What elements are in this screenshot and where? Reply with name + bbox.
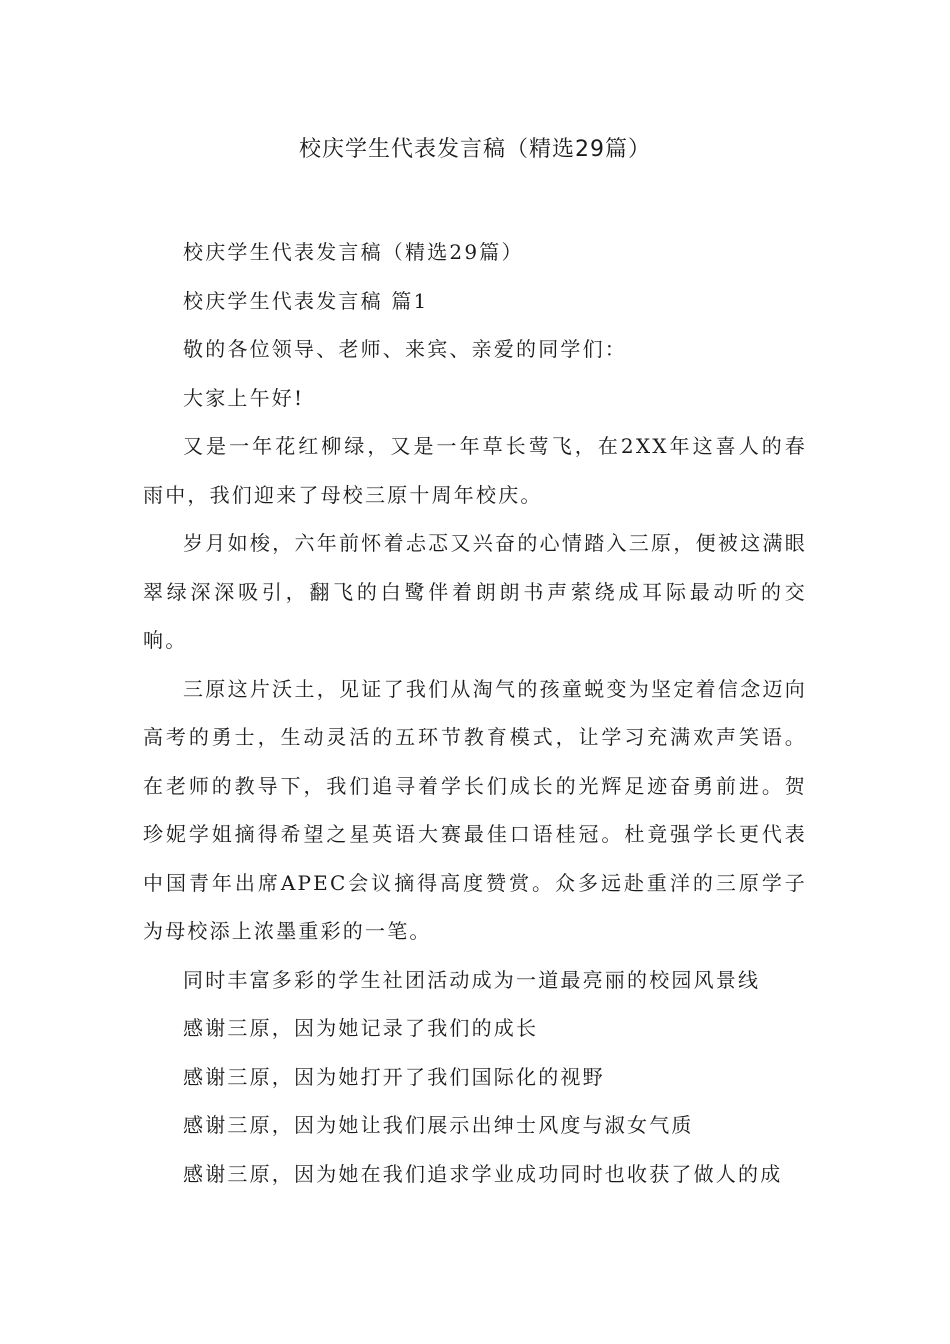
paragraph: 敬的各位领导、老师、来宾、亲爱的同学们： (183, 337, 627, 361)
paragraph: 感谢三原，因为她让我们展示出绅士风度与淑女气质 (183, 1113, 694, 1137)
paragraph: 大家上午好! (183, 385, 305, 410)
paragraph: 又是一年花红柳绿，又是一年草长莺飞，在2XX年这喜人的春雨中，我们迎来了母校三原十周年校庆。 (143, 434, 807, 507)
document-title: 校庆学生代表发言稿（精选29篇） (299, 137, 651, 162)
paragraph: 校庆学生代表发言稿 篇1 (183, 288, 429, 313)
paragraph: 感谢三原，因为她打开了我们国际化的视野 (183, 1064, 605, 1089)
paragraph: 岁月如梭，六年前怀着忐忑又兴奋的心情踏入三原，便被这满眼翠绿深深吸引，翻飞的白鹭伴着朗朗书声萦绕成耳际最动听的交响。 (143, 531, 807, 652)
paragraph: 校庆学生代表发言稿（精选29篇） (183, 240, 524, 264)
paragraph: 感谢三原，因为她记录了我们的成长 (183, 1016, 539, 1040)
paragraph: 同时丰富多彩的学生社团活动成为一道最亮丽的校园风景线 (183, 967, 761, 992)
paragraph: 感谢三原，因为她在我们追求学业成功同时也收获了做人的成 (183, 1161, 783, 1186)
paragraph: 三原这片沃土，见证了我们从淘气的孩童蜕变为坚定着信念迈向高考的勇士，生动灵活的五环节教育模式，让学习充满欢声笑语。在老师的教导下，我们追寻着学长们成长的光辉足迹奋勇前进。贺珍妮学姐摘得希望之星英语大赛最佳口语桂冠。杜竟强学长更代表中国青年出席APEC会议摘得高度赞赏。众多远赴重洋的三原学子为母校添上浓墨重彩的一笔。 (143, 676, 807, 943)
document-body (143, 228, 807, 1198)
